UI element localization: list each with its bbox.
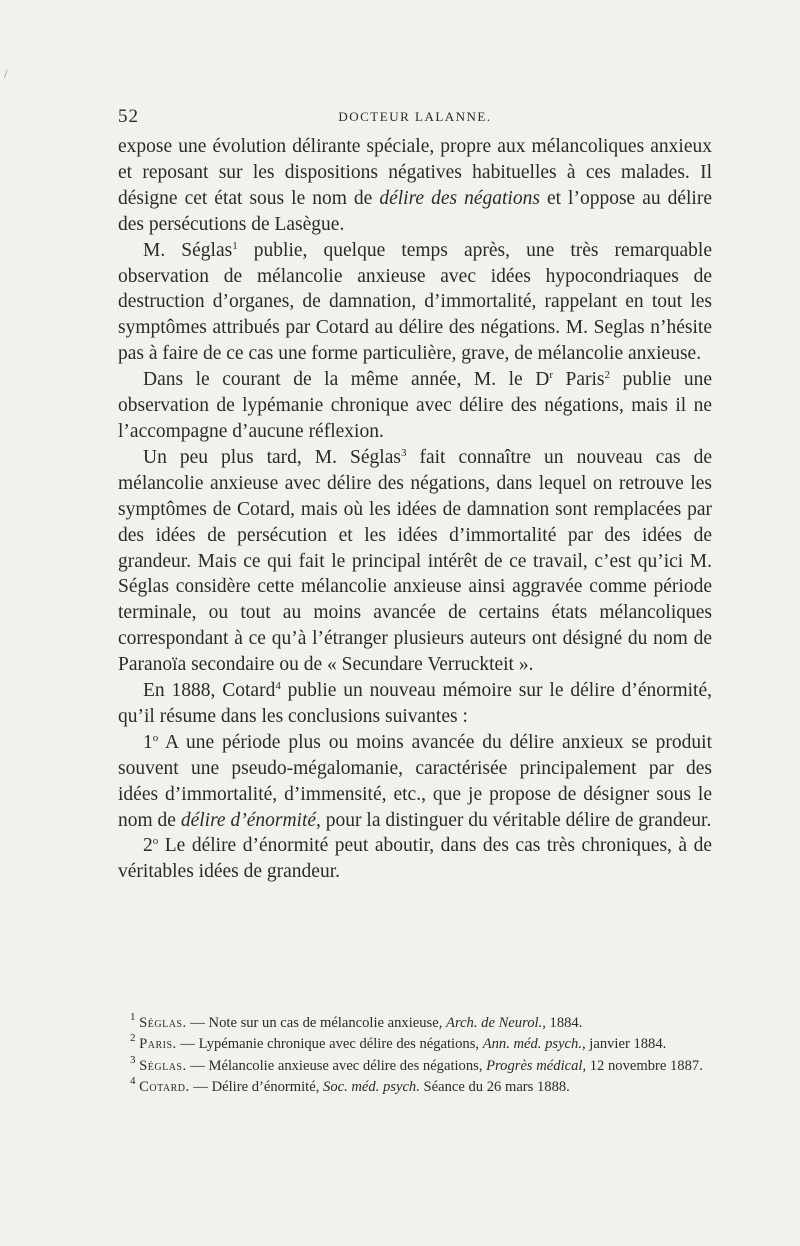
- author-name: Séglas.: [139, 1057, 187, 1074]
- reference-mark: r: [549, 369, 553, 382]
- text-run: Paris: [552, 369, 605, 391]
- text-run: Un peu plus tard, M. Séglas: [143, 446, 401, 468]
- footnote: [118, 1034, 712, 1055]
- text-run: — Délire d’énormité,: [189, 1078, 324, 1095]
- italic-text: Ann. méd. psych.,: [482, 1036, 586, 1053]
- reference-mark: 3: [130, 1053, 136, 1066]
- reference-mark: 2: [604, 369, 611, 382]
- footnote: [118, 1074, 712, 1098]
- text-run: expose une évolution délirante spéciale, propre aux mélancoliques anxieux et reposant sur les dispositions négatives habituelles à ces malades. Il désigne cet état sous le nom de: [118, 136, 712, 209]
- reference-mark: 4: [275, 680, 281, 693]
- text-run: 1: [143, 731, 153, 753]
- text-run: publie une observation de lypémanie chronique avec délire des négations, mais il ne l’accompagne d’aucune réflexion.: [118, 369, 713, 442]
- page-number: 52: [118, 106, 139, 127]
- running-head: DOCTEUR LALANNE.: [338, 109, 492, 124]
- author-name: Cotard.: [139, 1078, 190, 1095]
- margin-mark: /: [4, 66, 8, 81]
- text-run: M. Séglas: [143, 239, 233, 261]
- reference-mark: 4: [130, 1074, 136, 1087]
- italic-text: délire des négations: [379, 187, 540, 209]
- paragraph: [118, 238, 712, 368]
- text-run: — Note sur un cas de mélancolie anxieuse,: [186, 1015, 447, 1031]
- text-run: 2: [143, 835, 153, 857]
- paragraph: [118, 833, 712, 885]
- text-run: — Lypémanie chronique avec délire des négations,: [176, 1036, 483, 1053]
- text-run: publie, quelque temps après, une très remarquable observation de mélancolie anxieuse avec idées hypocondriaques de destruction d’organes, de damnation, d’immortalité, rappelant en tout les symptômes attribués par Cotard au délire des négations. M. Seglas n’hésite pas à faire de ce cas une forme particulière, grave, de mélancolie anxieuse.: [118, 239, 712, 365]
- reference-mark: 1: [130, 1011, 136, 1023]
- paragraph: [118, 367, 712, 445]
- footnotes: [118, 1013, 712, 1098]
- paragraph: [118, 445, 712, 678]
- text-run: Séance du 26 mars 1888.: [419, 1078, 570, 1095]
- reference-mark: 3: [400, 446, 407, 459]
- italic-text: délire d’énormité,: [180, 809, 321, 831]
- italic-text: Progrès médical,: [486, 1057, 587, 1074]
- text-run: pour la distinguer du véritable délire de grandeur.: [320, 809, 712, 831]
- italic-text: Soc. méd. psych.: [323, 1078, 420, 1095]
- author-name: Paris.: [139, 1036, 177, 1053]
- author-name: Séglas.: [139, 1015, 187, 1031]
- body-text: [118, 134, 712, 885]
- reference-mark: o: [152, 731, 159, 744]
- italic-text: Arch. de Neurol.,: [446, 1015, 546, 1031]
- reference-mark: 2: [130, 1032, 136, 1045]
- paragraph: [118, 678, 712, 730]
- footnote: [118, 1053, 712, 1077]
- text-run: Dans le courant de la même année, M. le D: [143, 369, 550, 391]
- paragraph: [118, 730, 712, 834]
- text-run: et l’oppose au délire des persécutions de Lasègue.: [118, 187, 712, 235]
- reference-mark: o: [152, 835, 159, 848]
- paragraph: [118, 134, 712, 238]
- text-run: fait connaître un nouveau cas de mélancolie anxieuse avec délire des négations, dans lequel on retrouve les symptômes de Cotard, mais où les idées de damnation sont remplacées par des idées de persécution et les idées d’immortalité par des idées de grandeur. Mais ce qui fait le principal intérêt de ce travail, c’est qu’ici M. Séglas considère cette mélancolie anxieuse ainsi aggravée comme période terminale, ou tout au moins avancée de certains états mélancoliques correspondant à ce qu’à l’étranger plusieurs auteurs ont désigné du nom de Paranoïa secondaire ou de « Secundare Verruckteit ».: [118, 446, 712, 676]
- footnote: [118, 1013, 712, 1034]
- text-run: — Mélancolie anxieuse avec délire des négations,: [186, 1057, 487, 1074]
- text-run: 1884.: [545, 1015, 583, 1031]
- text-run: publie un nouveau mémoire sur le délire d’énormité, qu’il résume dans les conclusions suivantes :: [118, 680, 713, 727]
- text-run: A une période plus ou moins avancée du délire anxieux se produit souvent une pseudo-mégalomanie, caractérisée principalement par des idées d’immortalité, d’immensité, etc., que je propose de désigner sous le nom de: [118, 731, 712, 831]
- text-run: Le délire d’énormité peut aboutir, dans des cas très chroniques, à de véritables idées de grandeur.: [118, 835, 712, 883]
- reference-mark: 1: [232, 239, 238, 252]
- text-run: 12 novembre 1887.: [586, 1057, 703, 1074]
- text-run: janvier 1884.: [585, 1036, 667, 1053]
- page-header: [118, 106, 712, 130]
- text-run: En 1888, Cotard: [143, 680, 276, 702]
